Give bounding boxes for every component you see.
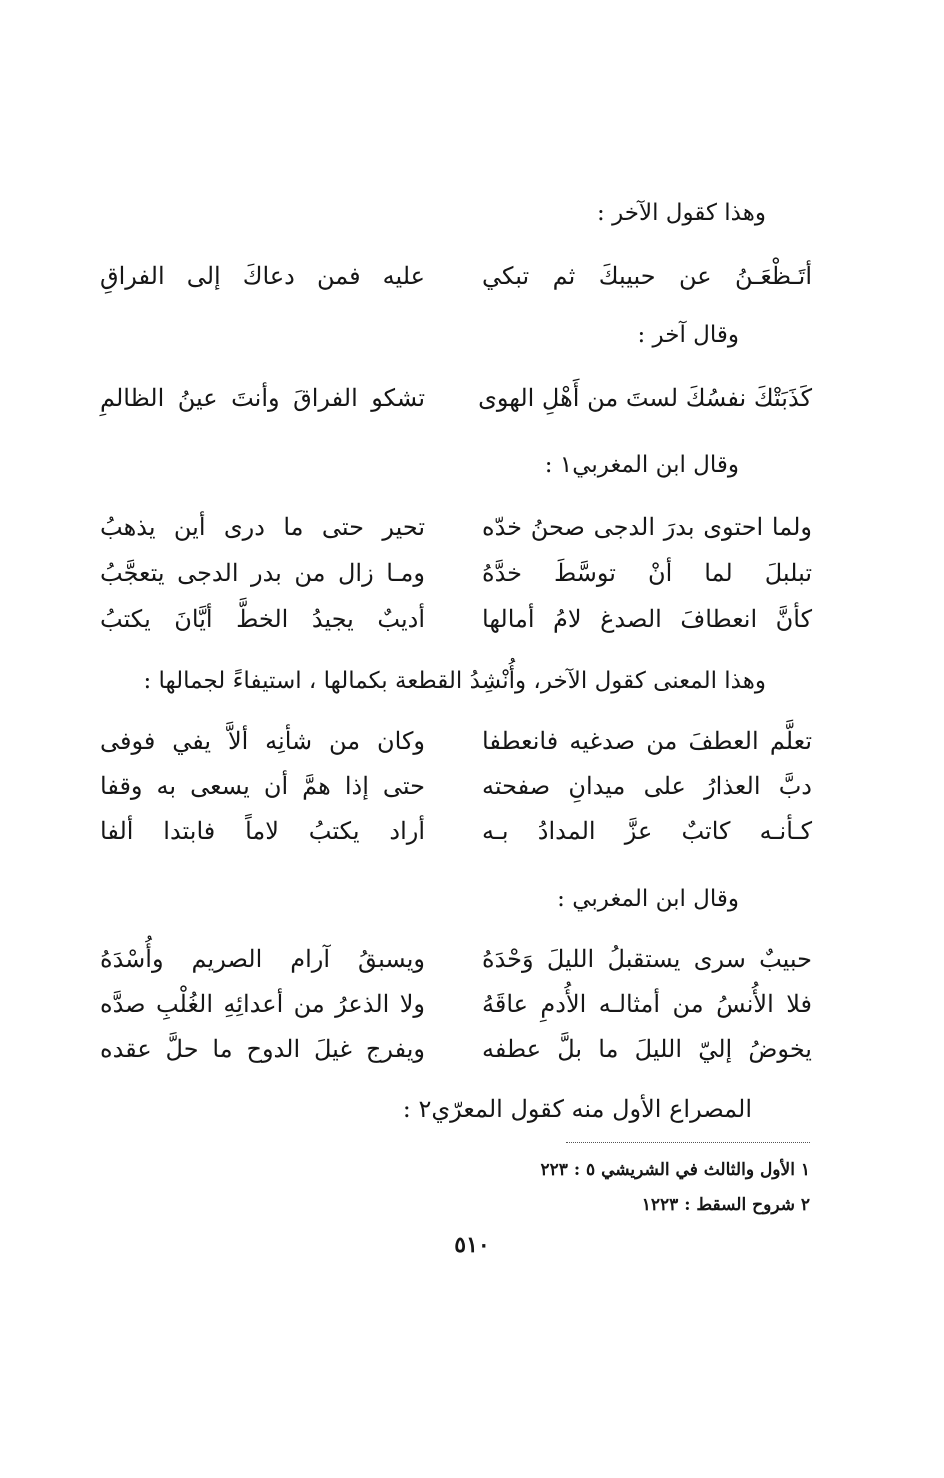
- footnote-divider: [566, 1142, 810, 1143]
- second-hemistich: ولا الذعرُ من أعدائِهِ الغُلْبِ صدَّه: [100, 990, 425, 1018]
- first-hemistich: كَذَبَتْكَ نفسُكَ لستَ من أَهْلِ الهوى: [478, 384, 812, 412]
- verse: [100, 817, 812, 857]
- first-hemistich: دبَّ العذارُ على ميدانِ صفحته: [482, 772, 812, 800]
- second-hemistich: حتى إذا همَّ أن يسعى به وقفا: [100, 772, 425, 800]
- intro-line: وقال آخر :: [637, 322, 739, 348]
- first-hemistich: أتَـظْعَـنُ عن حبيبكَ ثم تبكي: [482, 262, 812, 290]
- second-hemistich: تحير حتى ما درى أين يذهبُ: [100, 513, 425, 541]
- second-hemistich: تشكو الفراقَ وأنتَ عينُ الظالمِ: [100, 384, 425, 412]
- footnote: ١ الأول والثالث في الشريشي ٥ : ٢٢٣: [540, 1160, 810, 1180]
- first-hemistich: ولما احتوى بدرَ الدجى صحنُ خدّه: [482, 513, 812, 541]
- verse: [100, 1035, 812, 1075]
- first-hemistich: كأنَّ انعطافَ الصدغ لامُ أمالها: [482, 605, 812, 633]
- intro-line: وهذا المعنى كقول الآخر، وأُنْشِدُ القطعة بكمالها ، استيفاءً لجمالها :: [143, 668, 766, 694]
- first-hemistich: تعلَّم العطفَ من صدغيه فانعطفا: [482, 727, 812, 755]
- page-number: ٥١٠: [454, 1232, 490, 1258]
- second-hemistich: ويسبقُ آرام الصريم وأُسْدَهُ: [100, 945, 425, 973]
- second-hemistich: ويفرج غيلَ الدوح ما حلَّ عقده: [100, 1035, 425, 1063]
- intro-line: وقال ابن المغربي١ :: [544, 452, 739, 478]
- intro-line: وقال ابن المغربي :: [557, 886, 739, 912]
- verse: [100, 772, 812, 812]
- verse: [100, 605, 812, 645]
- verse: [100, 990, 812, 1030]
- footnote: ٢ شروح السقط : ١٢٢٣: [641, 1195, 810, 1215]
- second-hemistich: أديبٌ يجيدُ الخطَّ أيَّانَ يكتبُ: [100, 605, 425, 633]
- first-hemistich: كـأنـه كاتبٌ عزَّ المدادُ بـه: [482, 817, 812, 845]
- first-hemistich: حبيبٌ سرى يستقبلُ الليلَ وَحْدَهُ: [482, 945, 812, 973]
- second-hemistich: أراد يكتبُ لاماً فابتدا ألفا: [100, 817, 425, 845]
- verse: [100, 727, 812, 767]
- verse: [100, 945, 812, 985]
- intro-line: وهذا كقول الآخر :: [597, 200, 766, 226]
- intro-line: المصراع الأول منه كقول المعرّي٢ :: [402, 1095, 752, 1123]
- first-hemistich: تبلبلَ لما أنْ توسَّطَ خدَّهُ: [482, 559, 812, 587]
- second-hemistich: ومـا زال من بدر الدجى يتعجَّبُ: [100, 559, 425, 587]
- first-hemistich: فلا الأُنسُ من أمثالـه الأُدمِ عاقَهُ: [482, 990, 812, 1018]
- second-hemistich: وكان من شأنِه ألاَّ يفي فوفى: [100, 727, 425, 755]
- verse: [100, 262, 812, 302]
- first-hemistich: يخوضُ إليّ الليلَ ما بلَّ عطفه: [482, 1035, 812, 1063]
- verse: [100, 384, 812, 424]
- verse: [100, 559, 812, 599]
- second-hemistich: عليه فمن دعاكَ إلى الفراقِ: [100, 262, 425, 290]
- verse: [100, 513, 812, 553]
